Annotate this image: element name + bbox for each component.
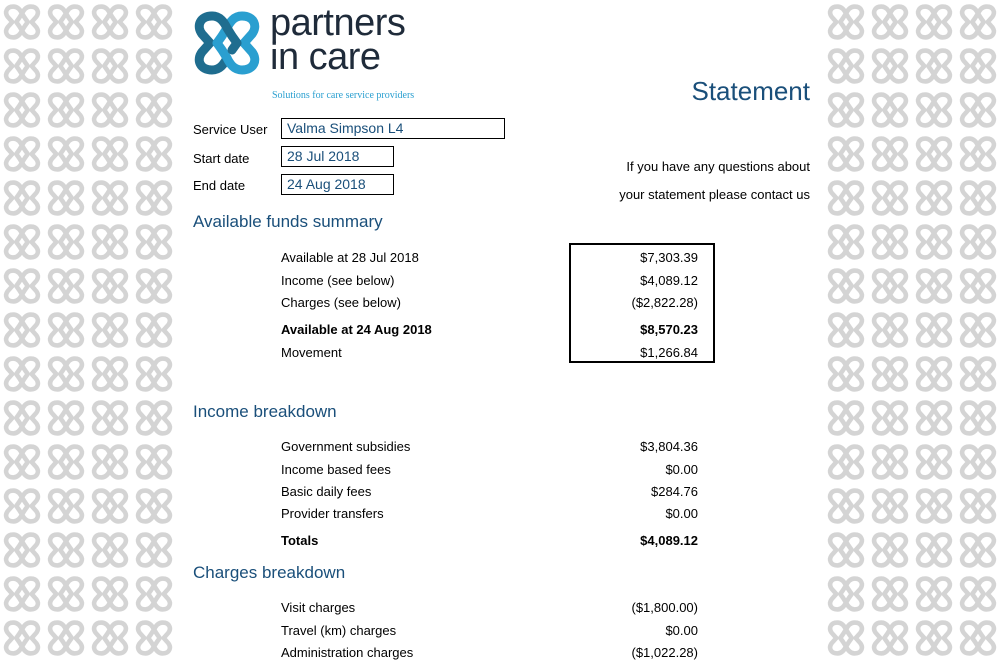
partners-in-care-mark-icon [132, 572, 176, 616]
document-title: Statement [691, 76, 810, 106]
income-row-value: $3,804.36 [640, 439, 698, 454]
partners-in-care-mark-icon [132, 264, 176, 308]
partners-in-care-mark-icon [132, 616, 176, 660]
statement-page [176, 0, 824, 660]
partners-in-care-mark-icon [44, 264, 88, 308]
partners-in-care-mark-icon [912, 0, 956, 44]
partners-in-care-mark-icon [824, 352, 868, 396]
partners-in-care-mark-icon [0, 308, 44, 352]
funds-row-value: ($2,822.28) [631, 295, 698, 310]
partners-in-care-mark-icon [132, 484, 176, 528]
partners-in-care-mark-icon [824, 0, 868, 44]
partners-in-care-mark-icon [88, 0, 132, 44]
charges-row-label: Administration charges [281, 645, 414, 660]
charges-row-value: ($1,022.28) [631, 645, 698, 660]
funds-row-label-movement: Movement [281, 345, 342, 360]
income-row-label: Government subsidies [281, 439, 411, 454]
funds-row-label: Income (see below) [281, 273, 395, 288]
income-totals-label: Totals [281, 533, 319, 548]
partners-in-care-mark-icon [956, 132, 1000, 176]
partners-in-care-mark-icon [956, 176, 1000, 220]
partners-in-care-mark-icon [912, 528, 956, 572]
partners-in-care-mark-icon [956, 484, 1000, 528]
income-row-label: Income based fees [281, 462, 391, 477]
partners-in-care-mark-icon [44, 176, 88, 220]
brand-name-line2: in care [270, 36, 381, 78]
partners-in-care-mark-icon [132, 0, 176, 44]
income-row-label: Provider transfers [281, 506, 384, 521]
partners-in-care-mark-icon [956, 396, 1000, 440]
partners-in-care-mark-icon [0, 44, 44, 88]
contact-line2: your statement please contact us [619, 187, 810, 202]
charges-row-label: Visit charges [281, 600, 356, 615]
partners-in-care-mark-icon [44, 352, 88, 396]
partners-in-care-mark-icon [44, 484, 88, 528]
partners-in-care-mark-icon [824, 44, 868, 88]
partners-in-care-mark-icon [44, 440, 88, 484]
partners-in-care-mark-icon [44, 572, 88, 616]
partners-in-care-mark-icon [956, 528, 1000, 572]
partners-in-care-mark-icon [0, 88, 44, 132]
partners-in-care-mark-icon [868, 440, 912, 484]
partners-in-care-mark-icon [912, 572, 956, 616]
partners-in-care-mark-icon [824, 220, 868, 264]
partners-in-care-mark-icon [132, 132, 176, 176]
partners-in-care-mark-icon [0, 396, 44, 440]
partners-in-care-mark-icon [88, 176, 132, 220]
funds-row-value: $7,303.39 [640, 250, 698, 265]
partners-in-care-mark-icon [956, 308, 1000, 352]
partners-in-care-mark-icon [912, 484, 956, 528]
partners-in-care-mark-icon [132, 440, 176, 484]
charges-breakdown-title: Charges breakdown [193, 563, 346, 582]
partners-in-care-mark-icon [0, 132, 44, 176]
funds-summary-title: Available funds summary [193, 212, 383, 231]
partners-in-care-mark-icon [912, 308, 956, 352]
partners-in-care-mark-icon [824, 528, 868, 572]
partners-in-care-mark-icon [912, 176, 956, 220]
partners-in-care-mark-icon [868, 132, 912, 176]
partners-in-care-mark-icon [88, 572, 132, 616]
partners-in-care-mark-icon [0, 484, 44, 528]
income-row-value: $0.00 [665, 462, 698, 477]
partners-in-care-mark-icon [956, 88, 1000, 132]
background-pattern-left [0, 0, 176, 660]
partners-in-care-mark-icon [88, 44, 132, 88]
funds-row-label: Charges (see below) [281, 295, 401, 310]
partners-in-care-mark-icon [0, 528, 44, 572]
partners-in-care-mark-icon [912, 44, 956, 88]
partners-in-care-mark-icon [44, 308, 88, 352]
partners-in-care-mark-icon [868, 88, 912, 132]
partners-in-care-mark-icon [0, 264, 44, 308]
partners-in-care-mark-icon [132, 220, 176, 264]
partners-in-care-mark-icon [824, 616, 868, 660]
partners-in-care-mark-icon [912, 396, 956, 440]
partners-in-care-mark-icon [0, 352, 44, 396]
funds-row-label: Available at 28 Jul 2018 [281, 250, 419, 265]
partners-in-care-mark-icon [44, 616, 88, 660]
partners-in-care-mark-icon [868, 528, 912, 572]
partners-in-care-mark-icon [824, 396, 868, 440]
partners-in-care-mark-icon [132, 308, 176, 352]
partners-in-care-mark-icon [132, 44, 176, 88]
partners-in-care-mark-icon [956, 264, 1000, 308]
partners-in-care-mark-icon [912, 616, 956, 660]
partners-in-care-mark-icon [824, 308, 868, 352]
partners-in-care-mark-icon [912, 88, 956, 132]
income-totals-value: $4,089.12 [640, 533, 698, 548]
partners-in-care-mark-icon [88, 132, 132, 176]
partners-in-care-mark-icon [88, 88, 132, 132]
contact-note [619, 153, 810, 209]
partners-in-care-mark-icon [824, 264, 868, 308]
partners-in-care-mark-icon [0, 220, 44, 264]
partners-in-care-mark-icon [912, 352, 956, 396]
charges-row-value: ($1,800.00) [631, 600, 698, 615]
income-row-label: Basic daily fees [281, 484, 372, 499]
partners-in-care-mark-icon [912, 264, 956, 308]
partners-in-care-mark-icon [132, 176, 176, 220]
partners-in-care-mark-icon [868, 44, 912, 88]
income-breakdown-title: Income breakdown [193, 402, 337, 421]
partners-in-care-mark-icon [0, 440, 44, 484]
partners-in-care-mark-icon [88, 396, 132, 440]
partners-in-care-mark-icon [956, 352, 1000, 396]
partners-in-care-mark-icon [912, 220, 956, 264]
partners-in-care-mark-icon [44, 528, 88, 572]
partners-in-care-mark-icon [44, 396, 88, 440]
partners-in-care-mark-icon [868, 220, 912, 264]
end-date-field: 24 Aug 2018 [281, 174, 394, 195]
background-pattern-right [824, 0, 1000, 660]
partners-in-care-mark-icon [44, 0, 88, 44]
brand-name-line1: partners [270, 2, 406, 44]
income-row-value: $284.76 [651, 484, 698, 499]
partners-in-care-mark-icon [88, 264, 132, 308]
partners-in-care-mark-icon [824, 440, 868, 484]
partners-in-care-mark-icon [868, 308, 912, 352]
partners-in-care-mark-icon [956, 440, 1000, 484]
partners-in-care-logo-icon [192, 10, 262, 76]
funds-row-value: $4,089.12 [640, 273, 698, 288]
partners-in-care-mark-icon [868, 176, 912, 220]
partners-in-care-mark-icon [868, 396, 912, 440]
partners-in-care-mark-icon [824, 132, 868, 176]
partners-in-care-mark-icon [0, 572, 44, 616]
start-date-field: 28 Jul 2018 [281, 146, 394, 167]
service-user-field: Valma Simpson L4 [281, 118, 505, 139]
partners-in-care-mark-icon [132, 352, 176, 396]
income-row-value: $0.00 [665, 506, 698, 521]
end-date-label: End date [193, 178, 246, 193]
partners-in-care-mark-icon [88, 616, 132, 660]
contact-line1: If you have any questions about [626, 159, 810, 174]
partners-in-care-mark-icon [956, 616, 1000, 660]
partners-in-care-mark-icon [88, 352, 132, 396]
funds-row-value-available: $8,570.23 [640, 322, 698, 337]
funds-row-value-movement: $1,266.84 [640, 345, 698, 360]
charges-row-value: $0.00 [665, 623, 698, 638]
partners-in-care-mark-icon [0, 176, 44, 220]
partners-in-care-mark-icon [88, 220, 132, 264]
partners-in-care-mark-icon [824, 176, 868, 220]
partners-in-care-mark-icon [44, 44, 88, 88]
partners-in-care-mark-icon [956, 0, 1000, 44]
partners-in-care-mark-icon [0, 616, 44, 660]
start-date-label: Start date [193, 151, 250, 166]
partners-in-care-mark-icon [0, 0, 44, 44]
partners-in-care-mark-icon [824, 88, 868, 132]
partners-in-care-mark-icon [912, 440, 956, 484]
partners-in-care-mark-icon [868, 572, 912, 616]
partners-in-care-mark-icon [44, 88, 88, 132]
partners-in-care-mark-icon [868, 616, 912, 660]
partners-in-care-mark-icon [868, 264, 912, 308]
partners-in-care-mark-icon [868, 484, 912, 528]
partners-in-care-mark-icon [868, 352, 912, 396]
partners-in-care-mark-icon [956, 44, 1000, 88]
partners-in-care-mark-icon [88, 308, 132, 352]
partners-in-care-mark-icon [88, 484, 132, 528]
partners-in-care-mark-icon [44, 220, 88, 264]
partners-in-care-mark-icon [956, 572, 1000, 616]
partners-in-care-mark-icon [956, 220, 1000, 264]
partners-in-care-mark-icon [132, 396, 176, 440]
partners-in-care-mark-icon [88, 440, 132, 484]
partners-in-care-mark-icon [912, 132, 956, 176]
partners-in-care-mark-icon [44, 132, 88, 176]
partners-in-care-mark-icon [88, 528, 132, 572]
brand-tagline: Solutions for care service providers [272, 90, 415, 101]
partners-in-care-mark-icon [868, 0, 912, 44]
partners-in-care-mark-icon [132, 88, 176, 132]
charges-row-label: Travel (km) charges [281, 623, 397, 638]
partners-in-care-mark-icon [132, 528, 176, 572]
funds-row-label-available: Available at 24 Aug 2018 [281, 322, 432, 337]
partners-in-care-mark-icon [824, 572, 868, 616]
service-user-label: Service User [193, 122, 268, 137]
partners-in-care-mark-icon [824, 484, 868, 528]
brand-wordmark [270, 2, 406, 78]
